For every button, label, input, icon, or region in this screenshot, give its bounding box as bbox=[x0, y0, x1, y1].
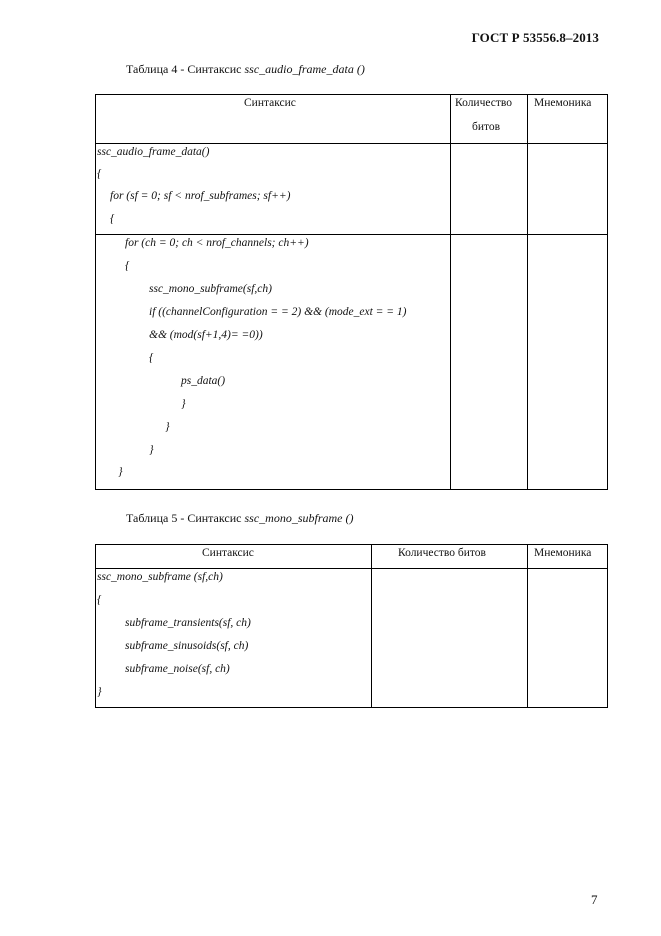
table5-col-divider-1 bbox=[371, 544, 372, 708]
table4-header-bits-line2: битов bbox=[472, 121, 501, 133]
table5-caption bbox=[126, 511, 354, 526]
table4-caption-func: ssc_audio_frame_data () bbox=[244, 62, 365, 76]
table5-header-syntax: Синтаксис bbox=[202, 547, 254, 559]
table4-row-divider bbox=[95, 234, 608, 235]
table4-header-mnemonic: Мнемоника bbox=[534, 97, 592, 109]
table4-header-syntax: Синтаксис bbox=[244, 97, 296, 109]
table4-border-bottom bbox=[95, 489, 608, 490]
code-line: ssc_audio_frame_data() bbox=[97, 146, 210, 158]
code-line: subframe_sinusoids(sf, ch) bbox=[125, 640, 249, 652]
table5-border-left bbox=[95, 544, 96, 708]
code-line: } bbox=[118, 466, 123, 478]
code-line: { bbox=[97, 594, 102, 606]
code-line: subframe_transients(sf, ch) bbox=[125, 617, 251, 629]
table5-header-divider bbox=[95, 568, 608, 569]
code-line: subframe_noise(sf, ch) bbox=[125, 663, 230, 675]
code-line: { bbox=[97, 168, 102, 180]
table4-col-divider-2 bbox=[527, 94, 528, 490]
code-line: && (mod(sf+1,4)= =0)) bbox=[149, 329, 263, 341]
table4-border-left bbox=[95, 94, 96, 490]
code-line: if ((channelConfiguration = = 2) && (mode_ext = = 1) bbox=[149, 306, 407, 318]
table5-border-right bbox=[607, 544, 608, 708]
table4-col-divider-1 bbox=[450, 94, 451, 490]
standard-number: ГОСТ Р 53556.8–2013 bbox=[471, 30, 599, 45]
table4-border-right bbox=[607, 94, 608, 490]
table4-header-bits-line1: Количество bbox=[455, 97, 512, 109]
table5-caption-func: ssc_mono_subframe () bbox=[244, 511, 354, 525]
table5-caption-prefix: Таблица 5 - Синтаксис bbox=[126, 511, 245, 525]
code-line: { bbox=[149, 352, 154, 364]
code-line: for (sf = 0; sf < nrof_subframes; sf++) bbox=[110, 190, 291, 202]
table5-header-bits: Количество битов bbox=[398, 547, 486, 559]
code-line: } bbox=[165, 421, 170, 433]
code-line: ps_data() bbox=[181, 375, 226, 387]
code-line: ssc_mono_subframe (sf,ch) bbox=[97, 571, 223, 583]
code-line: for (ch = 0; ch < nrof_channels; ch++) bbox=[125, 237, 309, 249]
code-line: { bbox=[110, 213, 115, 225]
table4-border-top bbox=[95, 94, 608, 95]
table4-caption-prefix: Таблица 4 - Синтаксис bbox=[126, 62, 245, 76]
code-line: ssc_mono_subframe(sf,ch) bbox=[149, 283, 272, 295]
code-line: } bbox=[149, 444, 154, 456]
table4-header-divider bbox=[95, 143, 608, 144]
page-number: 7 bbox=[591, 892, 598, 907]
table5-header-mnemonic: Мнемоника bbox=[534, 547, 592, 559]
code-line: { bbox=[125, 260, 130, 272]
table5-col-divider-2 bbox=[527, 544, 528, 708]
table4-caption bbox=[126, 62, 365, 77]
code-line: } bbox=[181, 398, 186, 410]
table5-border-top bbox=[95, 544, 608, 545]
code-line: } bbox=[97, 686, 102, 698]
table5-border-bottom bbox=[95, 707, 608, 708]
